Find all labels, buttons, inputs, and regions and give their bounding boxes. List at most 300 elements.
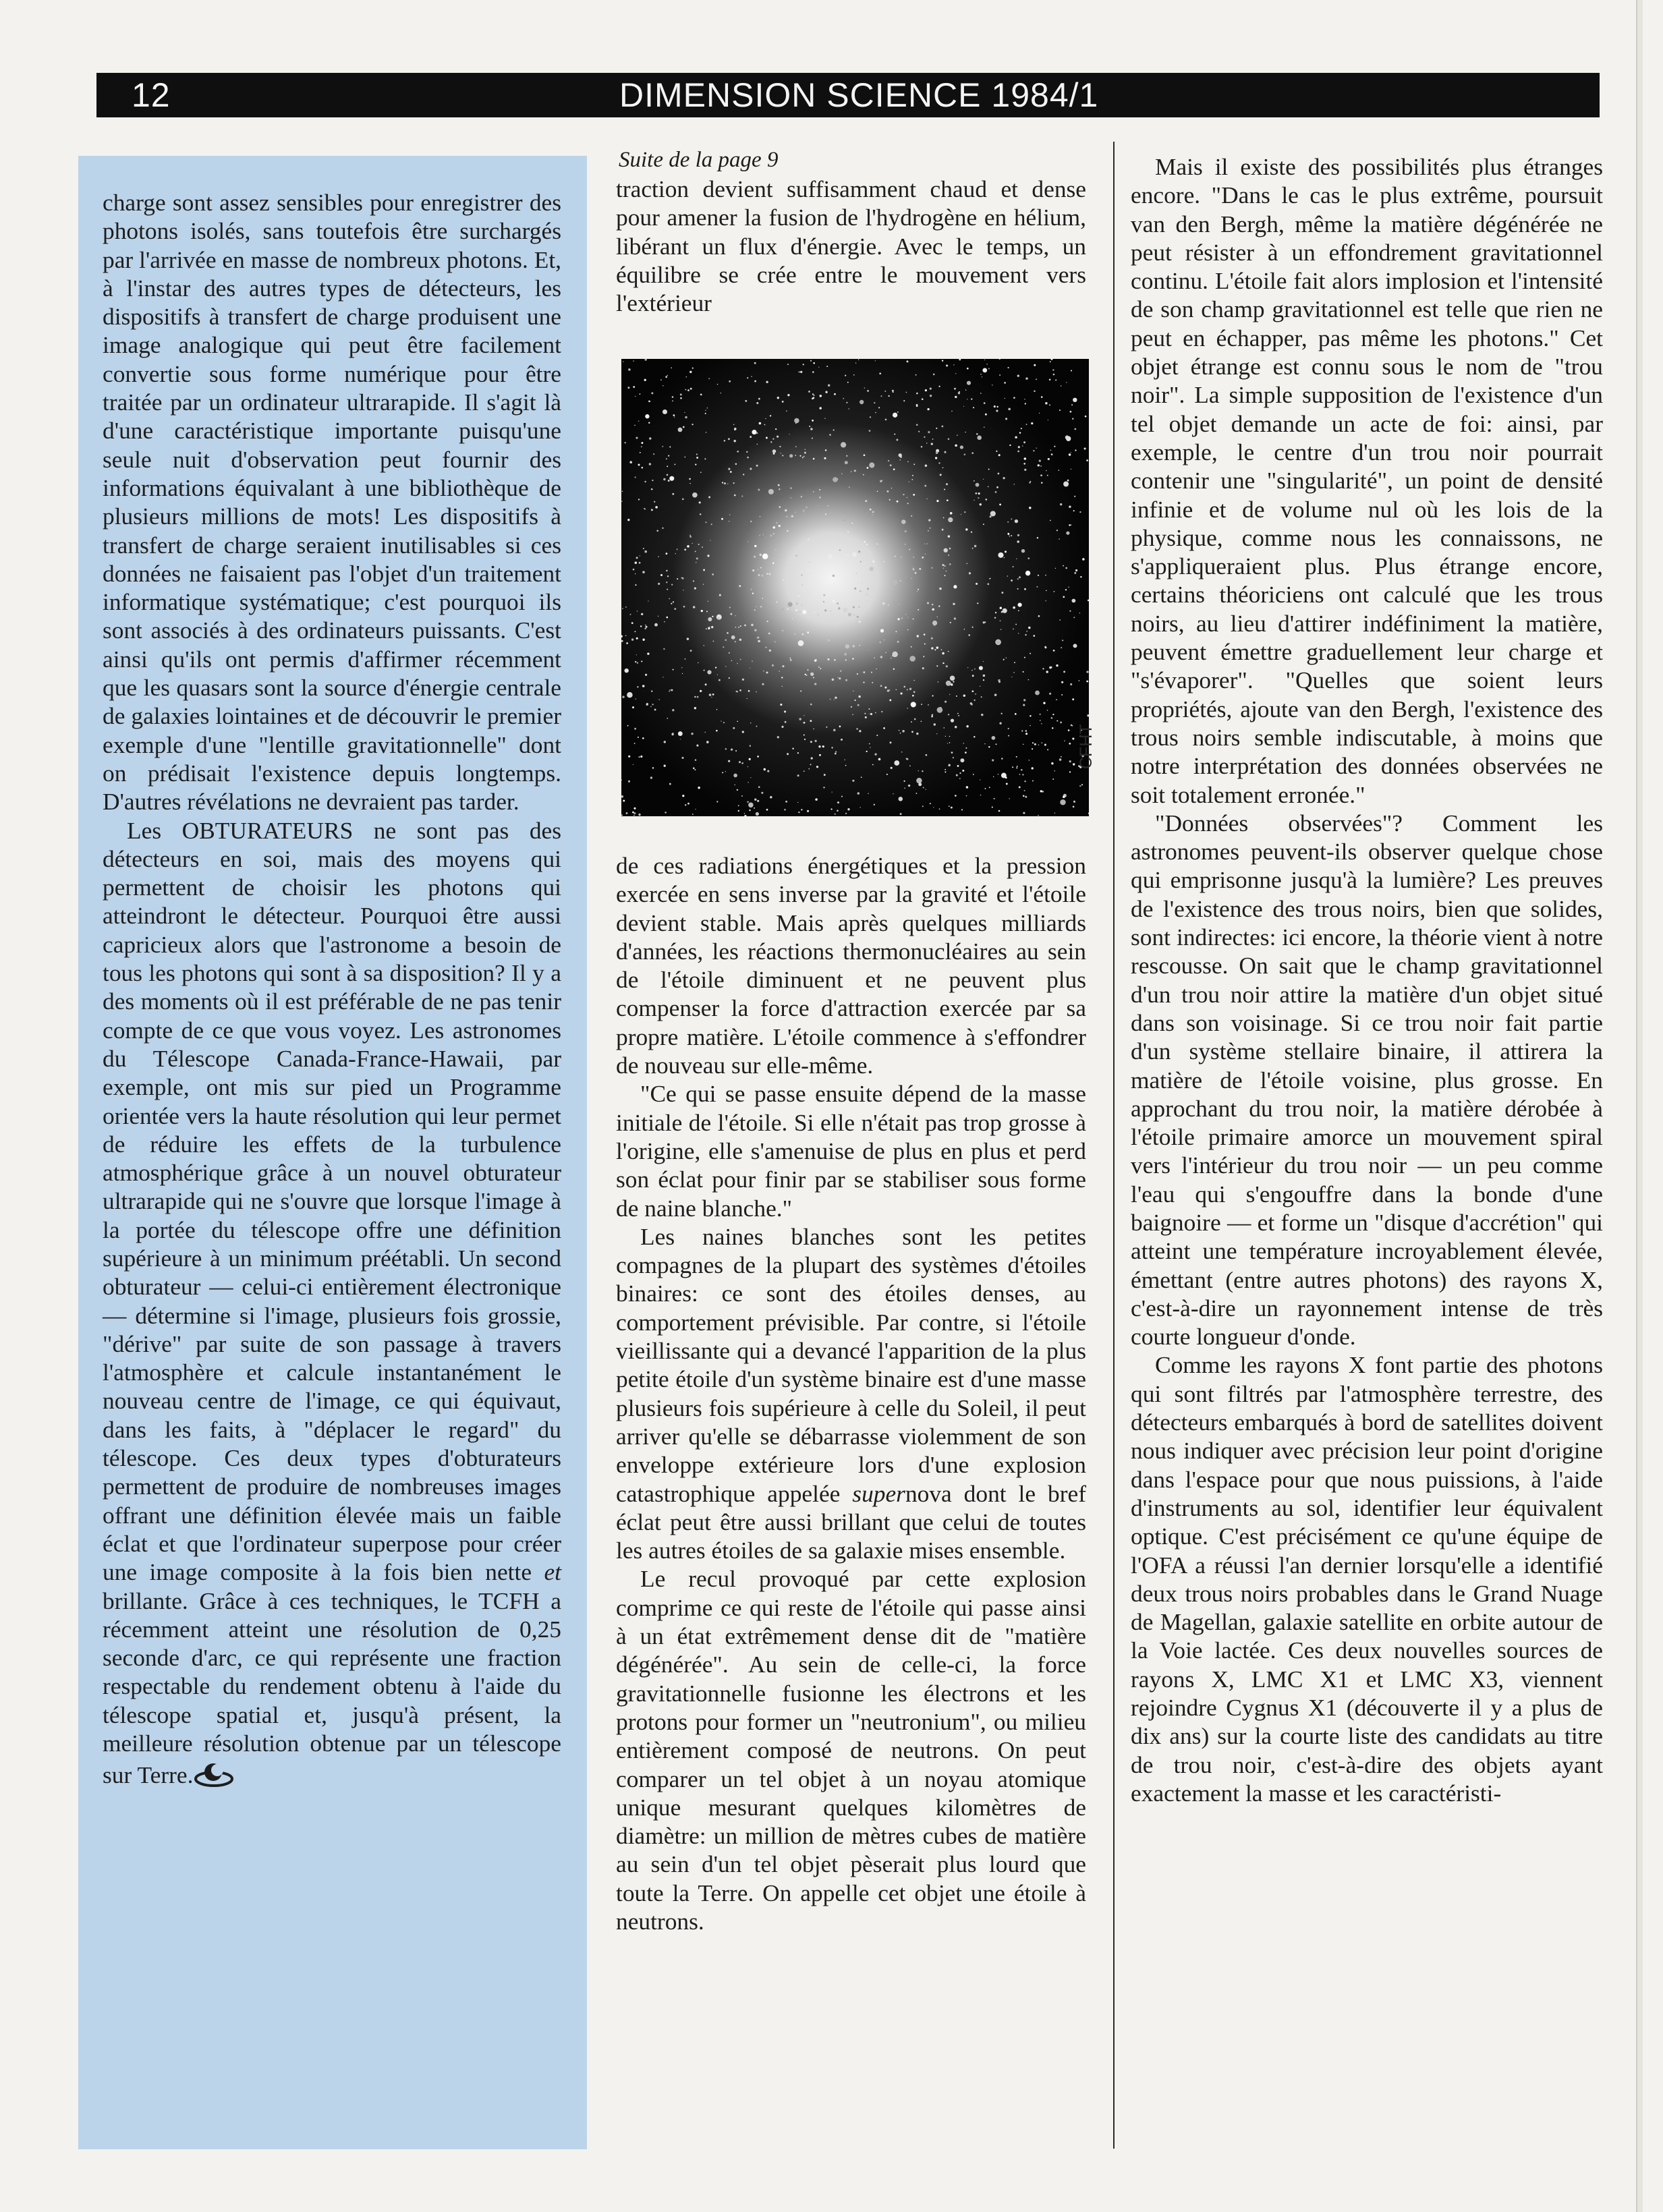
star-dot [711, 626, 713, 628]
star-dot [925, 389, 927, 391]
star-dot [634, 425, 636, 426]
star-dot [950, 622, 951, 623]
star-dot [960, 445, 963, 449]
star-dot [1038, 575, 1039, 576]
star-dot [852, 780, 854, 782]
star-dot [718, 679, 721, 681]
star-dot [866, 467, 868, 469]
star-dot [894, 434, 895, 435]
star-dot [872, 764, 874, 766]
star-dot [856, 728, 858, 730]
star-dot [853, 374, 855, 376]
star-dot [797, 802, 798, 803]
star-dot [995, 612, 996, 613]
star-dot [994, 617, 996, 619]
star-dot [808, 561, 810, 563]
star-dot [1040, 474, 1042, 476]
star-dot [915, 374, 917, 376]
star-dot [765, 418, 766, 419]
star-dot [805, 449, 806, 450]
star-dot [848, 613, 851, 616]
star-dot [1038, 744, 1039, 745]
star-dot [650, 706, 652, 708]
star-dot [1019, 576, 1021, 578]
star-dot [729, 606, 731, 608]
star-dot [932, 714, 934, 716]
star-dot [644, 509, 646, 510]
star-dot [977, 435, 982, 440]
star-dot [997, 642, 999, 644]
star-dot [1050, 450, 1052, 451]
star-dot [857, 792, 859, 794]
star-dot [1038, 464, 1040, 466]
star-dot [750, 722, 751, 723]
star-dot [922, 398, 924, 400]
star-dot [817, 594, 818, 596]
star-dot [823, 594, 825, 596]
star-dot [654, 501, 655, 503]
star-dot [964, 453, 966, 455]
star-dot [783, 579, 784, 581]
star-dot [769, 573, 771, 575]
star-dot [988, 368, 990, 370]
star-dot [810, 428, 813, 430]
star-dot [739, 585, 741, 587]
star-dot [813, 362, 815, 364]
star-dot [758, 640, 760, 642]
star-dot [645, 628, 646, 629]
star-dot [633, 569, 635, 571]
star-dot [824, 774, 826, 776]
star-dot [973, 407, 974, 408]
star-dot [782, 608, 783, 610]
star-dot [1022, 774, 1023, 775]
star-dot [1005, 550, 1007, 552]
star-dot [687, 637, 689, 640]
star-dot [808, 391, 810, 393]
star-dot [674, 417, 675, 418]
star-dot [936, 665, 938, 667]
star-dot [863, 474, 864, 476]
star-dot [693, 768, 695, 770]
star-dot [673, 414, 675, 416]
star-dot [782, 686, 783, 687]
star-dot [646, 626, 648, 628]
star-dot [852, 645, 854, 647]
star-dot [957, 765, 959, 767]
star-dot [1075, 449, 1076, 451]
star-dot [626, 642, 628, 644]
star-dot [903, 686, 905, 688]
star-dot [1025, 634, 1026, 635]
star-dot [903, 494, 904, 495]
star-dot [849, 408, 850, 409]
star-dot [813, 729, 814, 730]
star-dot [669, 691, 670, 692]
star-dot [773, 533, 774, 534]
star-dot [1009, 445, 1011, 446]
star-dot [912, 695, 914, 697]
star-dot [928, 519, 930, 521]
star-dot [799, 611, 801, 613]
star-dot [854, 545, 855, 546]
star-dot [1056, 720, 1058, 722]
star-dot [959, 778, 961, 779]
star-dot [689, 483, 691, 484]
star-dot [754, 798, 756, 800]
star-dot [728, 438, 730, 440]
star-dot [843, 608, 847, 613]
star-dot [636, 637, 638, 640]
star-dot [725, 639, 727, 641]
star-dot [668, 480, 670, 482]
star-dot [781, 677, 783, 678]
star-dot [859, 645, 861, 646]
star-dot [787, 608, 789, 610]
star-dot [998, 679, 1000, 682]
star-dot [911, 578, 912, 579]
star-dot [639, 393, 640, 395]
star-dot [993, 776, 994, 777]
star-dot [901, 557, 903, 559]
star-dot [945, 771, 946, 772]
star-dot [635, 584, 636, 586]
star-dot [989, 787, 990, 788]
star-dot [1047, 710, 1048, 711]
star-dot [785, 801, 787, 803]
star-dot [925, 554, 926, 555]
star-dot [996, 451, 997, 452]
star-dot [648, 422, 650, 423]
star-dot [942, 467, 944, 469]
star-dot [707, 407, 708, 409]
star-dot [911, 731, 913, 733]
star-dot [660, 379, 662, 380]
star-dot [758, 398, 760, 400]
star-dot [777, 397, 779, 399]
star-dot [978, 492, 980, 494]
star-dot [641, 660, 642, 662]
star-dot [922, 667, 924, 669]
star-dot [828, 384, 830, 387]
star-dot [801, 496, 802, 497]
star-dot [1021, 730, 1023, 731]
star-dot [704, 670, 705, 671]
star-dot [633, 807, 636, 810]
star-dot [733, 424, 735, 425]
star-dot [945, 769, 946, 770]
star-dot [731, 748, 733, 750]
star-dot [1063, 596, 1065, 598]
star-dot [1017, 578, 1019, 579]
star-dot [882, 602, 884, 604]
star-dot [948, 517, 953, 522]
star-dot [843, 398, 844, 399]
star-dot [1069, 611, 1071, 612]
star-dot [649, 437, 652, 440]
star-dot [759, 535, 760, 536]
star-dot [1061, 385, 1062, 387]
star-dot [974, 736, 976, 738]
star-dot [728, 760, 730, 762]
star-dot [818, 667, 820, 668]
star-dot [841, 739, 843, 741]
star-dot [961, 809, 963, 810]
star-dot [678, 428, 683, 432]
star-dot [948, 438, 950, 440]
star-dot [930, 803, 931, 804]
star-dot [1023, 704, 1025, 706]
star-dot [739, 689, 741, 691]
star-dot [807, 669, 808, 671]
star-dot [729, 380, 731, 382]
star-dot [931, 637, 933, 640]
star-dot [1067, 480, 1069, 482]
star-dot [1038, 615, 1040, 617]
star-dot [786, 515, 788, 517]
star-dot [810, 741, 812, 743]
star-dot [800, 371, 802, 373]
star-dot [787, 364, 789, 365]
star-dot [654, 709, 656, 711]
star-dot [1056, 530, 1058, 531]
star-dot [689, 478, 691, 480]
star-dot [883, 561, 884, 563]
star-dot [852, 516, 853, 517]
star-dot [685, 416, 687, 418]
star-dot [833, 477, 838, 482]
star-dot [912, 475, 913, 476]
star-dot [999, 504, 1001, 506]
star-dot [635, 661, 636, 662]
star-dot [736, 691, 737, 692]
star-dot [716, 709, 718, 710]
star-dot [672, 400, 673, 401]
star-dot [878, 758, 881, 761]
star-dot [968, 634, 970, 636]
star-dot [651, 392, 653, 394]
star-dot [798, 595, 799, 596]
star-dot [980, 374, 982, 375]
star-dot [1079, 785, 1081, 787]
star-dot [1032, 742, 1034, 743]
star-dot [754, 556, 756, 558]
star-dot [683, 426, 685, 428]
star-dot [833, 575, 835, 577]
star-dot [1045, 402, 1048, 405]
star-dot [638, 420, 639, 421]
star-dot [996, 406, 998, 407]
page-header [96, 73, 1600, 117]
star-dot [1025, 796, 1027, 798]
star-dot [1072, 599, 1076, 603]
star-dot [1028, 557, 1030, 559]
column2-paragraph: Le recul provoqué par cette explosion comprime ce qui reste de l'étoile qui passe ainsi à un état extrêmement dense dit de "matière dégénérée". Au sein de celle-ci, la force gravitationnelle fusionne les électrons et les protons pour former un "neutronium", ou milieu entièrement composé de neutrons. On peut comparer un tel objet à un noyau atomique unique mesurant quelques kilomètres de diamètre: un million de mètres cubes de matière au sein d'un tel objet pèserait plus lourd que toute la Terre. On appelle cet objet une étoile à neutrons. [616, 1565, 1086, 1935]
star-dot [632, 812, 634, 814]
star-dot [978, 497, 980, 499]
star-dot [990, 515, 992, 517]
star-dot [1064, 740, 1065, 741]
star-dot [812, 393, 814, 395]
star-dot [1004, 557, 1005, 558]
star-dot [913, 463, 915, 465]
star-dot [1072, 725, 1073, 726]
star-dot [965, 389, 967, 391]
star-dot [967, 381, 971, 385]
star-dot [945, 701, 947, 703]
star-dot [879, 372, 881, 374]
star-dot [1045, 575, 1046, 576]
star-dot [832, 791, 833, 792]
star-dot [721, 518, 723, 520]
star-dot [972, 627, 974, 628]
star-dot [949, 736, 950, 737]
star-dot [800, 690, 801, 691]
star-dot [949, 694, 950, 695]
star-dot [785, 544, 787, 546]
star-dot [927, 408, 929, 410]
star-dot [750, 745, 751, 746]
star-dot [663, 478, 665, 480]
star-dot [768, 489, 774, 494]
star-dot [749, 758, 751, 760]
star-dot [967, 667, 968, 668]
star-dot [802, 585, 803, 586]
star-dot [930, 388, 932, 390]
star-dot [1013, 629, 1014, 630]
star-dot [959, 772, 961, 774]
star-dot [940, 474, 942, 476]
star-dot [635, 561, 637, 563]
star-dot [915, 572, 917, 574]
star-dot [881, 395, 882, 397]
star-dot [1034, 364, 1036, 366]
star-dot [1075, 569, 1077, 571]
star-dot [803, 509, 806, 512]
star-dot [976, 483, 980, 487]
star-dot [899, 459, 901, 461]
star-dot [751, 589, 752, 590]
star-dot [810, 360, 812, 362]
star-dot [921, 446, 922, 447]
star-dot [802, 633, 804, 635]
star-dot [772, 664, 774, 667]
star-dot [888, 460, 889, 461]
star-dot [818, 745, 820, 747]
star-dot [664, 765, 666, 767]
star-dot [963, 406, 964, 407]
star-dot [733, 440, 736, 443]
star-dot [972, 675, 974, 677]
star-dot [853, 606, 855, 608]
star-dot [724, 440, 726, 442]
star-dot [667, 375, 668, 376]
star-dot [689, 534, 691, 536]
star-dot [1054, 446, 1055, 447]
star-dot [701, 610, 703, 612]
star-dot [874, 804, 875, 805]
star-dot [751, 376, 752, 377]
star-dot [723, 646, 724, 648]
star-dot [913, 680, 914, 681]
star-dot [1023, 671, 1024, 673]
star-dot [916, 733, 918, 735]
star-dot [772, 449, 776, 453]
star-dot [801, 604, 802, 606]
star-dot [775, 428, 777, 430]
star-dot [784, 710, 786, 712]
star-dot [637, 662, 638, 663]
star-dot [758, 569, 759, 570]
star-dot [625, 606, 627, 608]
star-dot [754, 807, 755, 809]
end-mark-icon [193, 1757, 235, 1790]
star-dot [717, 384, 718, 385]
star-dot [865, 716, 867, 718]
column2-paragraph-supernova [616, 1222, 1086, 1565]
star-dot [727, 632, 729, 634]
star-dot [773, 453, 775, 455]
star-dot [733, 482, 735, 484]
star-dot [837, 810, 838, 811]
star-dot [801, 574, 802, 575]
star-dot [869, 430, 871, 432]
star-dot [628, 781, 630, 783]
star-dot [911, 721, 912, 722]
star-dot [756, 465, 758, 467]
star-dot [1071, 370, 1072, 371]
star-dot [814, 683, 816, 685]
star-dot [746, 451, 748, 453]
star-dot [881, 711, 882, 712]
star-dot [648, 401, 650, 403]
star-dot [1080, 576, 1081, 577]
star-dot [752, 592, 754, 594]
star-dot [897, 565, 899, 567]
star-dot [691, 733, 693, 735]
star-dot [845, 375, 846, 376]
star-dot [999, 722, 1001, 725]
star-dot [642, 571, 645, 573]
star-dot [1005, 418, 1007, 420]
star-dot [875, 712, 876, 714]
italic-run: et [544, 1558, 561, 1586]
star-dot [1023, 812, 1025, 814]
star-dot [893, 468, 895, 470]
star-dot [693, 580, 694, 582]
star-dot [941, 649, 942, 650]
article-column-3 [1131, 152, 1603, 1807]
star-dot [747, 457, 749, 459]
star-dot [907, 629, 909, 631]
star-dot [870, 567, 874, 571]
star-dot [625, 635, 627, 636]
star-dot [725, 666, 727, 667]
star-dot [690, 650, 692, 652]
star-dot [725, 748, 727, 750]
magazine-title: DIMENSION SCIENCE 1984/1 [619, 76, 1099, 114]
star-dot [804, 770, 805, 772]
star-dot [855, 362, 856, 363]
star-dot [1017, 451, 1019, 453]
star-dot [779, 446, 781, 447]
star-dot [886, 774, 888, 775]
star-dot [756, 691, 757, 693]
star-dot [1023, 441, 1025, 443]
star-dot [996, 409, 998, 412]
star-dot [967, 368, 969, 370]
star-dot [735, 463, 737, 465]
